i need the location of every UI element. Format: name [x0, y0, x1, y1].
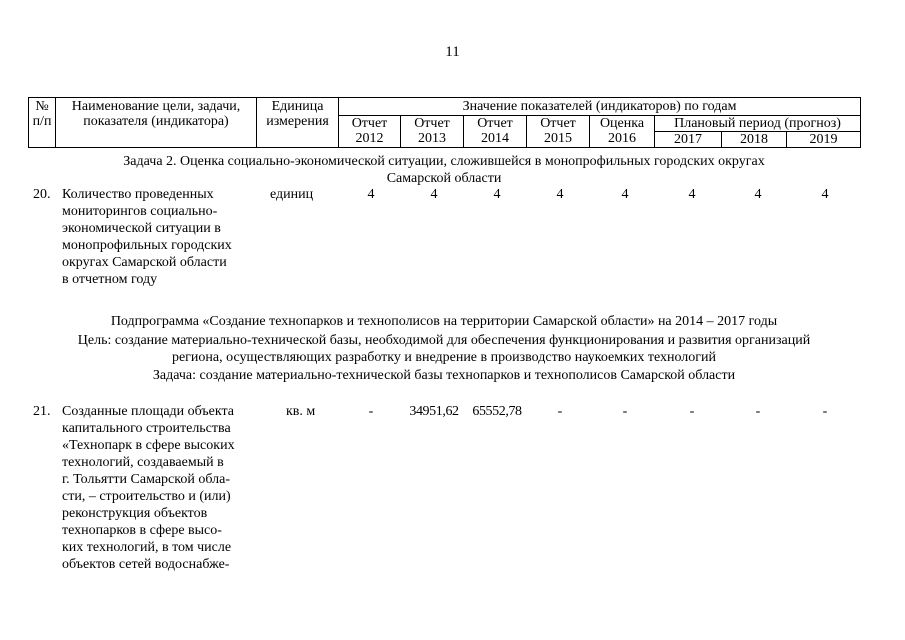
header-year-2017: 2017	[655, 132, 722, 148]
header-number: № п/п	[29, 98, 56, 148]
header-year-2016: Оценка 2016	[590, 116, 655, 148]
header-year-2018: 2018	[722, 132, 787, 148]
row21-value-2015: -	[557, 404, 563, 419]
row21-value-2019: -	[822, 404, 828, 419]
row21-value-2018: -	[755, 404, 761, 419]
row20-value-2012: 4	[367, 187, 375, 202]
task2-line1: Задача 2. Оценка социально-экономической ситуации, сложившейся в монопрофильных городских округах	[123, 154, 765, 169]
page-number: 11	[445, 44, 460, 60]
row20-value-2016: 4	[621, 187, 629, 202]
task2-line2: Самарской области	[386, 171, 502, 186]
header-unit: Единица измерения	[257, 98, 339, 148]
header-year-2012: Отчет 2012	[339, 116, 401, 148]
row21-value-2014: 65552,78	[472, 404, 522, 419]
goal-line1: Цель: создание материально-технической базы, необходимой для обеспечения функционирования и развития организаций	[77, 333, 811, 348]
row20-value-2014: 4	[493, 187, 501, 202]
row20-unit: единиц	[270, 187, 314, 202]
header-values: Значение показателей (индикаторов) по годам	[339, 98, 861, 116]
header-year-2014: Отчет 2014	[464, 116, 527, 148]
row20-value-2017: 4	[688, 187, 696, 202]
row21-unit: кв. м	[286, 404, 316, 419]
row20-value-2018: 4	[754, 187, 762, 202]
header-name: Наименование цели, задачи, показателя (индикатора)	[56, 98, 257, 148]
row20-name: Количество проведенных мониторингов социально- экономической ситуации в монопрофильных городских округах Самарской области в отчетном году	[62, 187, 232, 287]
goal-line2: региона, осуществляющих разработку и внедрение в производство наукоемких технологий	[171, 350, 717, 365]
header-year-2015: Отчет 2015	[527, 116, 590, 148]
row20-value-2019: 4	[821, 187, 829, 202]
row21-value-2016: -	[622, 404, 628, 419]
task2-heading	[28, 153, 860, 187]
row21-value-2013: 34951,62	[409, 404, 459, 419]
header-year-2013: Отчет 2013	[401, 116, 464, 148]
row21-name: Созданные площади объекта капитального строительства «Технопарк в сфере высоких технологий, создаваемый в г. Тольятти Самарской обла- сти, – строительство и (или) реконструкция объектов технопарков в сфере высо- ких технологий, в том числе объектов сетей водоснабже-	[62, 404, 235, 572]
header-year-2019: 2019	[787, 132, 861, 148]
row20-value-2013: 4	[430, 187, 438, 202]
subprogram-goal	[28, 332, 860, 366]
row20-value-2015: 4	[556, 187, 564, 202]
header-plan-period: Плановый период (прогноз)	[655, 116, 861, 132]
row20-number: 20.	[33, 187, 51, 202]
row21-value-2017: -	[689, 404, 695, 419]
row21-number: 21.	[33, 404, 51, 419]
subprogram-task: Задача: создание материально-технической базы технопарков и технополисов Самарской области	[152, 368, 736, 383]
subprogram-title: Подпрограмма «Создание технопарков и технополисов на территории Самарской области» на 2014 – 2017 годы	[110, 314, 778, 329]
indicator-table-header	[28, 97, 861, 148]
row21-value-2012: -	[368, 404, 374, 419]
